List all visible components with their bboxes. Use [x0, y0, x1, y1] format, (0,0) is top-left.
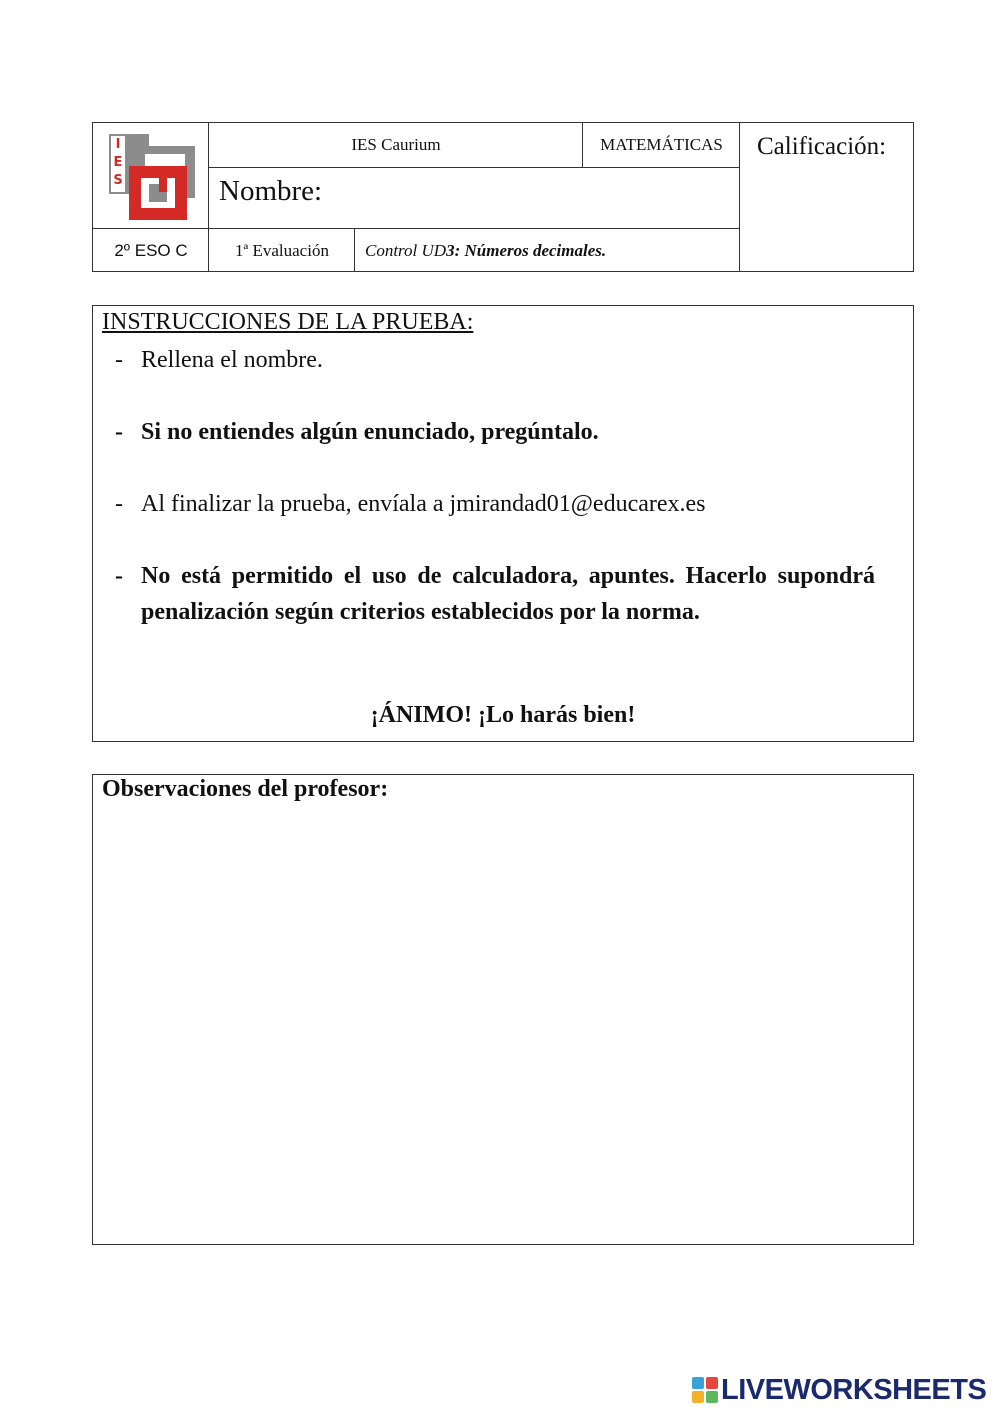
instruction-text: Rellena el nombre. [141, 347, 323, 373]
bullet-dash: - [115, 347, 123, 373]
subject-label: MATEMÁTICAS [600, 135, 723, 154]
control-topic: 3: Números decimales. [446, 240, 607, 260]
liveworksheets-brand [692, 1374, 986, 1406]
instruction-text: Al finalizar la prueba, envíala a jmirandad01@educarex.es [141, 491, 706, 517]
brand-name: LIVEWORKSHEETS [721, 1373, 987, 1406]
liveworksheets-logo-icon [692, 1377, 718, 1403]
control-prefix: Control UD [365, 240, 447, 260]
encouragement-text: ¡ÁNIMO! ¡Lo harás bien! [370, 702, 636, 728]
grade-label: Calificación: [757, 133, 887, 160]
school-name: IES Caurium [351, 135, 441, 154]
name-field-label[interactable]: Nombre: [219, 175, 323, 207]
bullet-dash: - [115, 491, 123, 517]
observations-box[interactable] [92, 774, 914, 1245]
control-title [365, 229, 606, 272]
svg-text:I: I [115, 137, 121, 152]
header-table [92, 122, 914, 272]
school-logo-icon [109, 134, 197, 220]
instruction-text: Si no entiendes algún enunciado, pregúntalo. [141, 419, 599, 445]
svg-text:E: E [113, 155, 123, 170]
bullet-dash: - [115, 419, 123, 445]
evaluation-label: 1ª Evaluación [235, 240, 329, 260]
instruction-text: No está permitido el uso de calculadora, apuntes. Hacerlo supondrá penalización según criterios establecidos por la norma. [141, 563, 875, 625]
divider [208, 167, 740, 168]
instructions-title: INSTRUCCIONES DE LA PRUEBA: [102, 309, 474, 335]
observations-title: Observaciones del profesor: [102, 776, 389, 802]
bullet-dash: - [115, 563, 123, 589]
svg-text:S: S [113, 173, 123, 188]
course-label: 2º ESO C [114, 240, 188, 260]
instructions-box [92, 305, 914, 742]
